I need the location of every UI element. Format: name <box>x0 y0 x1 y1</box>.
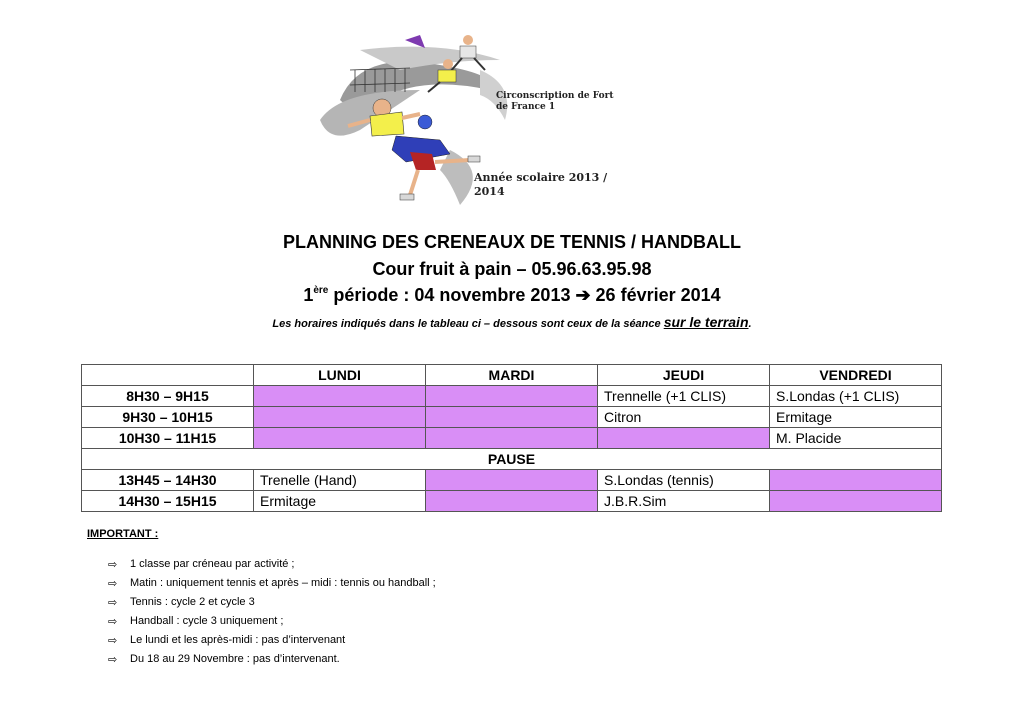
list-item <box>108 596 436 615</box>
slot-cell: J.B.R.Sim <box>598 491 770 512</box>
time-slot: 13H45 – 14H30 <box>82 470 254 491</box>
schedule-note <box>0 314 1024 330</box>
school-year: Année scolaire 2013 / 2014 <box>474 171 608 198</box>
schedule-table <box>81 364 942 512</box>
slot-cell <box>426 407 598 428</box>
slot-cell: Trennelle (+1 CLIS) <box>598 386 770 407</box>
header-thursday: JEUDI <box>598 365 770 386</box>
table-row <box>82 407 942 428</box>
note-emphasis: sur le terrain <box>663 314 749 330</box>
important-list <box>108 558 436 672</box>
header-monday: LUNDI <box>254 365 426 386</box>
list-item-text: 1 classe par créneau par activité ; <box>130 558 295 570</box>
list-item <box>108 634 436 653</box>
slot-cell <box>426 491 598 512</box>
page-title: PLANNING DES CRENEAUX DE TENNIS / HANDBALL <box>282 232 742 252</box>
list-item-text: Le lundi et les après-midi : pas d’intervenant <box>130 634 346 646</box>
slot-cell <box>426 386 598 407</box>
slot-cell: Ermitage <box>770 407 942 428</box>
header-corner-cell <box>82 365 254 386</box>
arrow-icon: ⇨ <box>108 578 118 590</box>
time-slot: 9H30 – 10H15 <box>82 407 254 428</box>
slot-cell <box>254 386 426 407</box>
slot-cell <box>598 428 770 449</box>
pause-row <box>82 449 942 470</box>
arrow-icon: ⇨ <box>108 654 118 666</box>
arrow-icon: ⇨ <box>108 597 118 609</box>
arrow-icon: ⇨ <box>108 616 118 628</box>
header-friday: VENDREDI <box>770 365 942 386</box>
table-row <box>82 386 942 407</box>
slot-cell: Ermitage <box>254 491 426 512</box>
slot-cell: Trenelle (Hand) <box>254 470 426 491</box>
logo-caption: Circonscription de Fort de France 1 <box>496 91 614 112</box>
slot-cell <box>254 428 426 449</box>
arrow-icon: ⇨ <box>108 635 118 647</box>
period-line <box>0 285 1024 306</box>
table-header-row <box>82 365 942 386</box>
list-item-text: Du 18 au 29 Novembre : pas d’intervenant. <box>130 653 340 665</box>
location-phone: Cour fruit à pain – 05.96.63.95.98 <box>372 259 652 279</box>
list-item <box>108 653 436 672</box>
period-number: 1 <box>303 285 314 305</box>
slot-cell <box>770 470 942 491</box>
pause-label: PAUSE <box>82 449 942 470</box>
slot-cell <box>426 428 598 449</box>
slot-cell <box>770 491 942 512</box>
slot-cell <box>254 407 426 428</box>
header-tuesday: MARDI <box>426 365 598 386</box>
note-text: Les horaires indiqués dans le tableau ci – dessous sont ceux de la séance <box>272 318 664 330</box>
time-slot: 10H30 – 11H15 <box>82 428 254 449</box>
table-row <box>82 470 942 491</box>
table-row <box>82 428 942 449</box>
time-slot: 8H30 – 9H15 <box>82 386 254 407</box>
table-row <box>82 491 942 512</box>
list-item <box>108 615 436 634</box>
slot-cell: Citron <box>598 407 770 428</box>
list-item-text: Handball : cycle 3 uniquement ; <box>130 615 284 627</box>
slot-cell: M. Placide <box>770 428 942 449</box>
note-end: . <box>748 318 752 330</box>
slot-cell <box>426 470 598 491</box>
list-item <box>108 558 436 577</box>
arrow-icon: ⇨ <box>108 559 118 571</box>
list-item <box>108 577 436 596</box>
slot-cell: S.Londas (+1 CLIS) <box>770 386 942 407</box>
time-slot: 14H30 – 15H15 <box>82 491 254 512</box>
slot-cell: S.Londas (tennis) <box>598 470 770 491</box>
important-heading: IMPORTANT : <box>87 528 159 540</box>
list-item-text: Matin : uniquement tennis et après – midi : tennis ou handball ; <box>130 577 436 589</box>
list-item-text: Tennis : cycle 2 et cycle 3 <box>130 596 255 608</box>
period-ordinal: ère <box>313 285 329 296</box>
period-dates: période : 04 novembre 2013 ➔ 26 février 2014 <box>328 285 721 305</box>
